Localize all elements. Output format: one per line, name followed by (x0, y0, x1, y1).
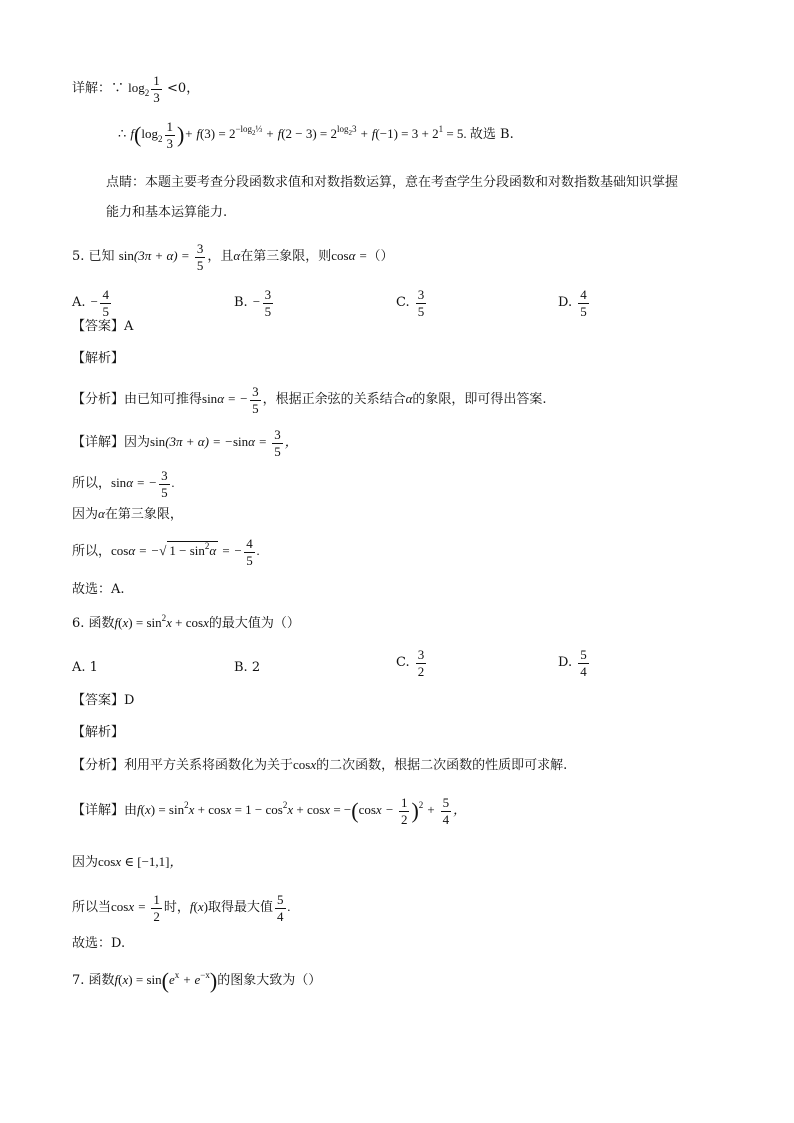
p4-line-1: 详解：∵ $\log_2$ $\frac{1}{3}$ <0， (72, 73, 200, 105)
q5-suoyi-1: 所以，sinα = − $\frac{3}{5}$ . (72, 468, 175, 500)
q5-stem: 5. 已知 sin(3π + α) = $\frac{3}{5}$ ，且α在第三象限，则cosα =（） (72, 241, 394, 273)
q6-fenxi: 【分析】利用平方关系将函数化为关于cosx的二次函数，根据二次函数的性质即可求解. (72, 757, 568, 773)
p4-dianjing-1: 点睛：本题主要考查分段函数求值和对数指数运算，意在考查学生分段函数和对数指数基础知识掌握 (106, 175, 679, 190)
formula-f-sum: $f(\log_2$ $\frac{1}{3}$ )+ $f(3) = 2^{-log_2\frac{1}{3}} + f(2 - 3) = 2^{log_23} + f(-1) = 3 + 2^1 = 5$. (130, 119, 467, 151)
q6-jiexi: 【解析】 (72, 725, 125, 740)
formula-log2-1-3: $\log_2$ $\frac{1}{3}$ (128, 73, 160, 105)
q5-option-b[interactable]: B. − $\frac{3}{5}$ (234, 287, 272, 319)
q5-guxuan: 故选：A. (72, 582, 125, 597)
q5-option-d[interactable]: D. $\frac{4}{5}$ (558, 287, 587, 319)
q6-option-d[interactable]: D. $\frac{5}{4}$ (558, 647, 587, 679)
q6-answer: 【答案】D (72, 693, 135, 708)
q6-option-b[interactable]: B. 2 (234, 660, 261, 675)
q5-answer: 【答案】A (72, 319, 134, 334)
formula-sin-3pi-alpha: sin(3π + α) = $\frac{3}{5}$ (118, 241, 204, 273)
q5-jiexi: 【解析】 (72, 351, 125, 366)
q6-guxuan: 故选：D. (72, 936, 126, 951)
q6-suoyi: 所以当cosx = $\frac{1}{2}$ 时，f(x)取得最大值 $\frac{5}{4}$ . (72, 892, 291, 924)
q5-yinwei: 因为α在第三象限， (72, 506, 183, 522)
q6-option-a[interactable]: A. 1 (72, 660, 98, 675)
p4-dianjing-2: 能力和基本运算能力. (106, 205, 228, 220)
q6-yinwei: 因为cosx ∈ [−1,1]， (72, 854, 183, 870)
q6-option-c[interactable]: C. $\frac{3}{2}$ (396, 647, 425, 679)
q5-option-a[interactable]: A. − $\frac{4}{5}$ (72, 287, 109, 319)
q6-xiangjie: 【详解】由$f(x) = \sin^2x + \cos x = 1 - \cos^2x + \cos x = -(\cos x$ − $\frac{1}{2}$ )$^2$ + $\frac{5}{4}$ ， (72, 795, 467, 827)
q5-suoyi-2: 所以，cosα = −√ $1 - \sin^2\alpha$ = − $\frac{4}{5}$ . (72, 536, 261, 568)
q5-fenxi: 【分析】由已知可推得sinα = − $\frac{3}{5}$ ，根据正余弦的关系结合α的象限，即可得出答案. (72, 384, 547, 416)
q5-xiangjie: 【详解】因为sin(3π + α) = −sinα = $\frac{3}{5}$ ， (72, 427, 298, 459)
q5-option-c[interactable]: C. $\frac{3}{5}$ (396, 287, 425, 319)
p4-line-2: ∴ $f(\log_2$ $\frac{1}{3}$ )+ $f(3) = 2^{-log_2\frac{1}{3}} + f(2 - 3) = 2^{log_23} + f(-1) = 3 + 2^1 = 5$. 故选 B. (118, 119, 514, 151)
q7-stem: 7. 函数$f(x) = \sin(e^x + e^{-x})$的图象大致为（） (72, 968, 322, 993)
q6-stem: 6. 函数$f(x) = \sin^2x + \cos x$的最大值为（） (72, 613, 300, 631)
